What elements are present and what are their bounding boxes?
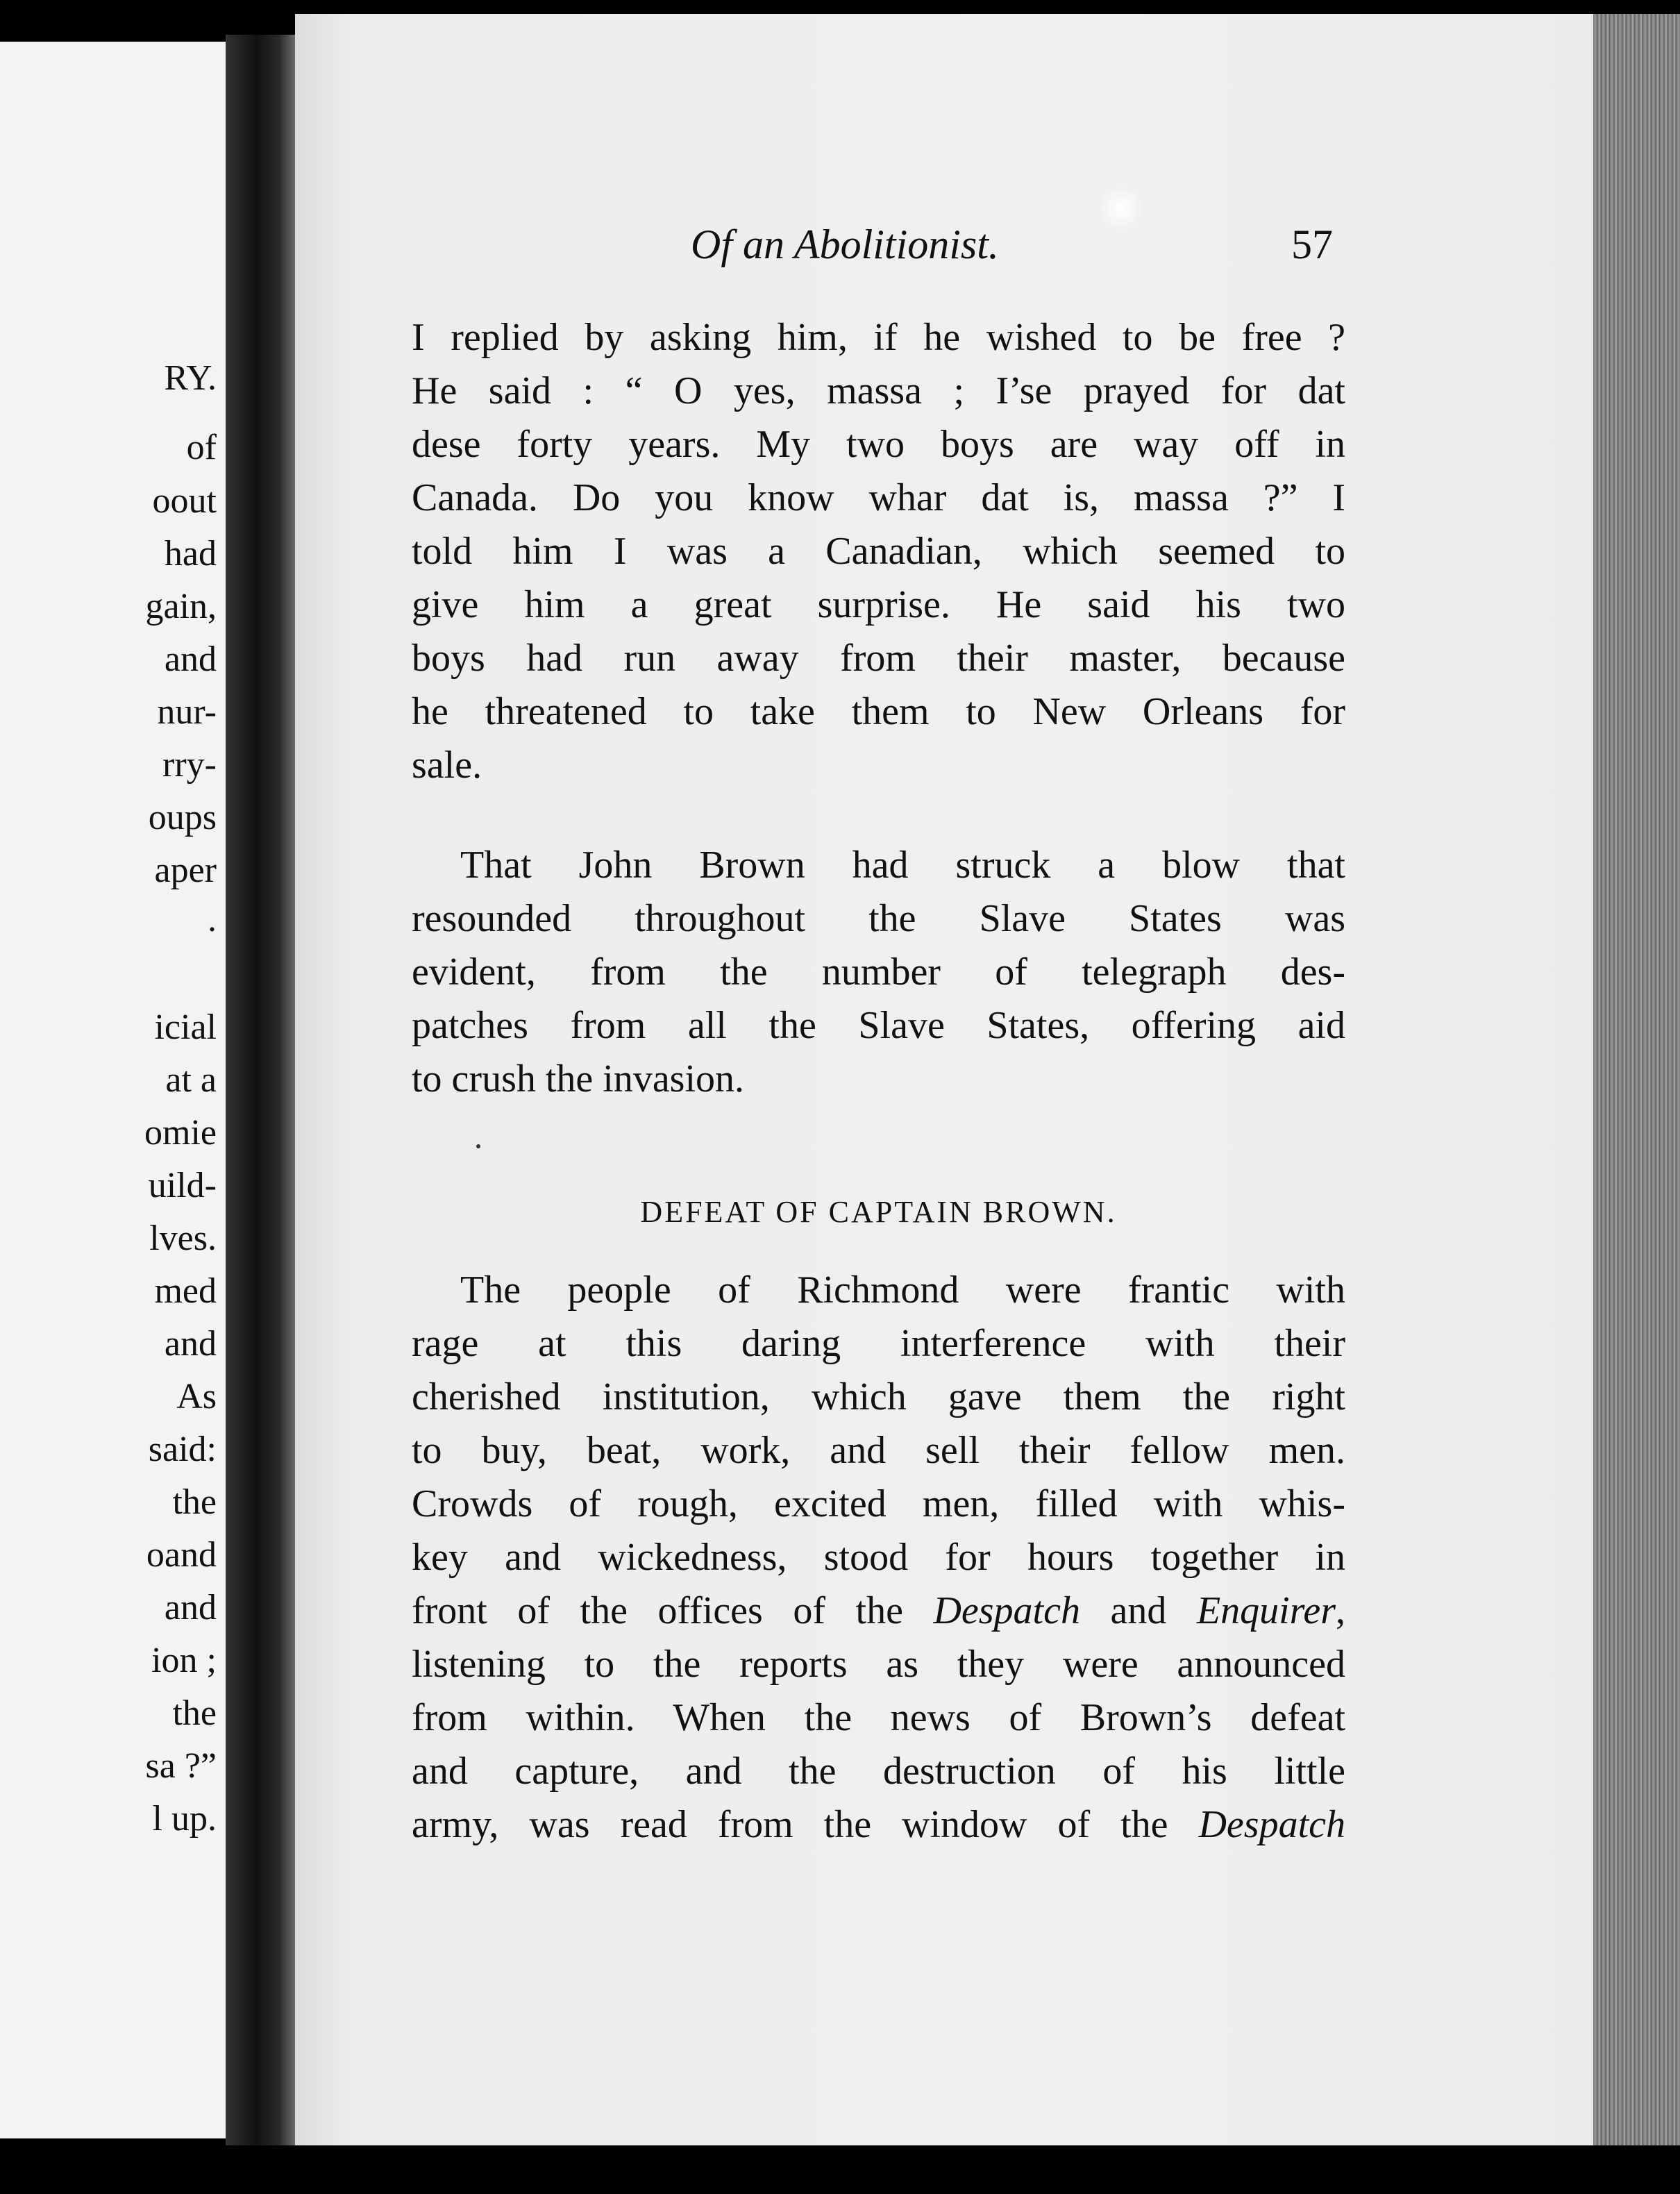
left-line: nur- bbox=[157, 692, 217, 732]
left-line: the bbox=[172, 1693, 217, 1733]
left-line: gain, bbox=[145, 587, 217, 626]
section-heading: DEFEAT OF CAPTAIN BROWN. bbox=[640, 1195, 1117, 1229]
text-line: and capture, and the destruction of his little bbox=[412, 1750, 1345, 1793]
paragraph bbox=[412, 1264, 1345, 1852]
left-line: oand bbox=[146, 1535, 217, 1575]
left-line: and bbox=[164, 639, 217, 679]
left-line: sa ?” bbox=[145, 1746, 217, 1786]
left-line: of bbox=[186, 428, 217, 467]
left-line: l up. bbox=[152, 1799, 217, 1839]
text-line: That John Brown had struck a blow that bbox=[460, 844, 1345, 887]
text-line: dese forty years. My two boys are way off in bbox=[412, 423, 1345, 466]
text-line: rage at this daring interference with their bbox=[412, 1322, 1345, 1365]
text-line: sale. bbox=[412, 744, 482, 787]
text-line: listening to the reports as they were announced bbox=[412, 1643, 1345, 1686]
left-line: oups bbox=[148, 798, 217, 837]
bottom-edge bbox=[295, 2145, 1680, 2194]
text-line: he threatened to take them to New Orleans for bbox=[412, 690, 1345, 733]
left-line: As bbox=[176, 1377, 217, 1416]
left-line: uild- bbox=[148, 1166, 217, 1205]
left-line: . bbox=[208, 900, 217, 939]
left-line: rry- bbox=[162, 745, 217, 785]
stray-mark bbox=[476, 1144, 480, 1148]
text-line: front of the offices of the Despatch and Enquirer, bbox=[412, 1589, 1346, 1632]
page-edges bbox=[1593, 14, 1680, 2159]
left-line: oout bbox=[152, 481, 217, 521]
left-line: had bbox=[164, 534, 217, 573]
text-line: cherished institution, which gave them the right bbox=[412, 1375, 1345, 1418]
paragraph bbox=[412, 839, 1345, 1106]
text-line: The people of Richmond were frantic with bbox=[460, 1268, 1345, 1312]
text-line: to crush the invasion. bbox=[412, 1057, 745, 1100]
left-line: ion ; bbox=[151, 1641, 217, 1680]
text-line: boys had run away from their master, because bbox=[412, 637, 1345, 680]
text-line: told him I was a Canadian, which seemed to bbox=[412, 530, 1345, 573]
text-line: patches from all the Slave States, offering aid bbox=[412, 1004, 1345, 1047]
smudge bbox=[1097, 184, 1145, 233]
text-line: Canada. Do you know whar dat is, massa ?” I bbox=[412, 476, 1345, 519]
page-number: 57 bbox=[1291, 221, 1333, 267]
text-line: from within. When the news of Brown’s defeat bbox=[412, 1696, 1345, 1739]
text-line: army, was read from the window of the Despatch bbox=[412, 1803, 1345, 1846]
text-line: key and wickedness, stood for hours together in bbox=[412, 1536, 1345, 1579]
left-line: and bbox=[164, 1324, 217, 1364]
text-line: I replied by asking him, if he wished to be free ? bbox=[412, 316, 1345, 359]
left-line: at a bbox=[165, 1060, 217, 1100]
running-head: Of an Abolitionist. bbox=[691, 221, 999, 267]
left-line: RY. bbox=[164, 358, 217, 398]
left-line: said: bbox=[148, 1430, 217, 1469]
text-line: resounded throughout the Slave States was bbox=[412, 897, 1345, 940]
left-line: the bbox=[172, 1482, 217, 1522]
left-page bbox=[0, 42, 229, 2138]
left-line: omie bbox=[144, 1113, 217, 1153]
left-line: lves. bbox=[149, 1219, 217, 1258]
text-line: He said : “ O yes, massa ; I’se prayed for dat bbox=[412, 369, 1345, 412]
book-gutter bbox=[226, 35, 302, 2145]
paragraph bbox=[412, 311, 1345, 792]
left-line: med bbox=[154, 1271, 217, 1311]
text-line: to buy, beat, work, and sell their fellow men. bbox=[412, 1429, 1345, 1472]
left-line: and bbox=[164, 1588, 217, 1627]
text-line: Crowds of rough, excited men, filled with whis- bbox=[412, 1482, 1345, 1525]
text-line: give him a great surprise. He said his two bbox=[412, 583, 1345, 626]
left-line: icial bbox=[154, 1007, 217, 1047]
text-line: evident, from the number of telegraph des- bbox=[412, 951, 1345, 994]
left-line: aper bbox=[154, 851, 217, 890]
